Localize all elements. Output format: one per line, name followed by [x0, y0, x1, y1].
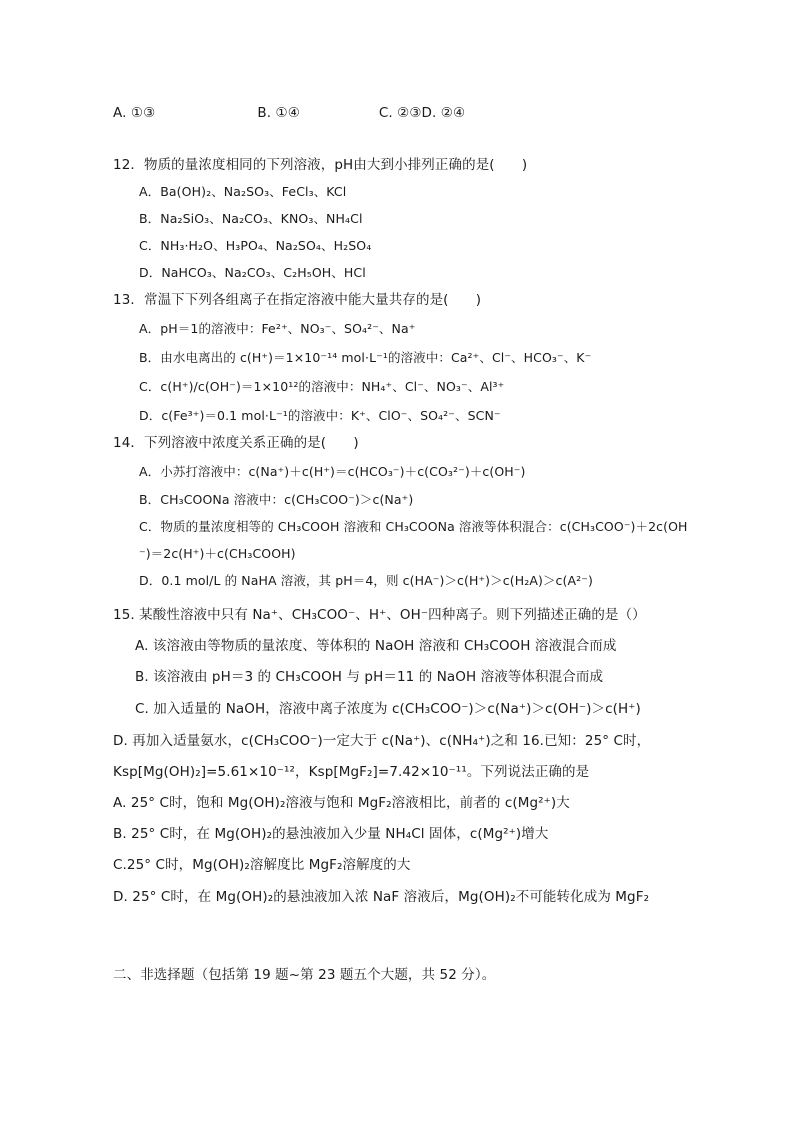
q14-option-b: B．CH₃COONa 溶液中：c(CH₃COO⁻)＞c(Na⁺): [139, 492, 414, 507]
q16-option-d: D. 25° C时，在 Mg(OH)₂的悬浊液加入浓 NaF 溶液后，Mg(OH)₂不可能转化成为 MgF₂: [113, 889, 650, 905]
q15-option-b: B. 该溶液由 pH＝3 的 CH₃COOH 与 pH＝11 的 NaOH 溶液等体积混合而成: [135, 669, 604, 685]
q14-option-c: C．物质的量浓度相等的 CH₃COOH 溶液和 CH₃COONa 溶液等体积混合：c(CH₃COO⁻)＋2c(OH: [139, 519, 688, 534]
q14-option-c-cont: ⁻)＝2c(H⁺)＋c(CH₃COOH): [139, 546, 296, 561]
q13-stem: 13．常温下下列各组离子在指定溶液中能大量共存的是( ): [113, 292, 482, 308]
q15-option-c: C. 加入适量的 NaOH，溶液中离子浓度为 c(CH₃COO⁻)＞c(Na⁺)＞c(OH⁻)＞c(H⁺): [135, 701, 641, 717]
q13-option-c: C．c(H⁺)/c(OH⁻)＝1×10¹²的溶液中：NH₄⁺、Cl⁻、NO₃⁻、Al³⁺: [139, 379, 505, 394]
q11-option-cd: C. ②③D. ②④: [378, 105, 466, 121]
q16-option-b: B. 25° C时，在 Mg(OH)₂的悬浊液加入少量 NH₄Cl 固体，c(Mg²⁺)增大: [113, 826, 549, 842]
q14-stem: 14．下列溶液中浓度关系正确的是( ): [113, 435, 359, 451]
q16-stem: Ksp[Mg(OH)₂]=5.61×10⁻¹²，Ksp[MgF₂]=7.42×10⁻¹¹。下列说法正确的是: [113, 764, 590, 780]
q16-option-c: C.25° C时，Mg(OH)₂溶解度比 MgF₂溶解度的大: [113, 857, 411, 873]
q16-option-a: A. 25° C时，饱和 Mg(OH)₂溶液与饱和 MgF₂溶液相比，前者的 c(Mg²⁺)大: [113, 795, 570, 811]
q12-option-b: B．Na₂SiO₃、Na₂CO₃、KNO₃、NH₄Cl: [139, 211, 363, 226]
q13-option-d: D．c(Fe³⁺)＝0.1 mol·L⁻¹的溶液中：K⁺、ClO⁻、SO₄²⁻、SCN⁻: [139, 408, 501, 423]
q11-options-row: [113, 104, 465, 122]
q13-option-b: B．由水电离出的 c(H⁺)＝1×10⁻¹⁴ mol·L⁻¹的溶液中：Ca²⁺、Cl⁻、HCO₃⁻、K⁻: [139, 350, 592, 365]
q12-option-c: C．NH₃·H₂O、H₃PO₄、Na₂SO₄、H₂SO₄: [139, 238, 372, 253]
q15-option-a: A. 该溶液由等物质的量浓度、等体积的 NaOH 溶液和 CH₃COOH 溶液混合而成: [135, 638, 617, 654]
q12-stem: 12．物质的量浓度相同的下列溶液，pH由大到小排列正确的是( ): [113, 157, 528, 173]
q11-option-a: A. ①③: [113, 105, 156, 121]
q14-option-d: D．0.1 mol/L 的 NaHA 溶液，其 pH＝4，则 c(HA⁻)＞c(H⁺)＞c(H₂A)＞c(A²⁻): [139, 573, 593, 588]
q15-stem: 15. 某酸性溶液中只有 Na⁺、CH₃COO⁻、H⁺、OH⁻四种离子。则下列描述正确的是（）: [113, 607, 646, 623]
q15-option-d: D. 再加入适量氨水，c(CH₃COO⁻)一定大于 c(Na⁺)、c(NH₄⁺)之和 16.已知：25° C时，: [113, 733, 651, 749]
q14-option-a: A．小苏打溶液中：c(Na⁺)＋c(H⁺)＝c(HCO₃⁻)＋c(CO₃²⁻)＋c(OH⁻): [139, 464, 526, 479]
q11-option-b: B. ①④: [257, 105, 300, 121]
q12-option-a: A．Ba(OH)₂、Na₂SO₃、FeCl₃、KCl: [139, 184, 347, 199]
section-2-heading: 二、非选择题（包括第 19 题~第 23 题五个大题，共 52 分）。: [113, 967, 496, 983]
q12-option-d: D．NaHCO₃、Na₂CO₃、C₂H₅OH、HCl: [139, 265, 366, 280]
q13-option-a: A．pH＝1的溶液中：Fe²⁺、NO₃⁻、SO₄²⁻、Na⁺: [139, 321, 416, 336]
